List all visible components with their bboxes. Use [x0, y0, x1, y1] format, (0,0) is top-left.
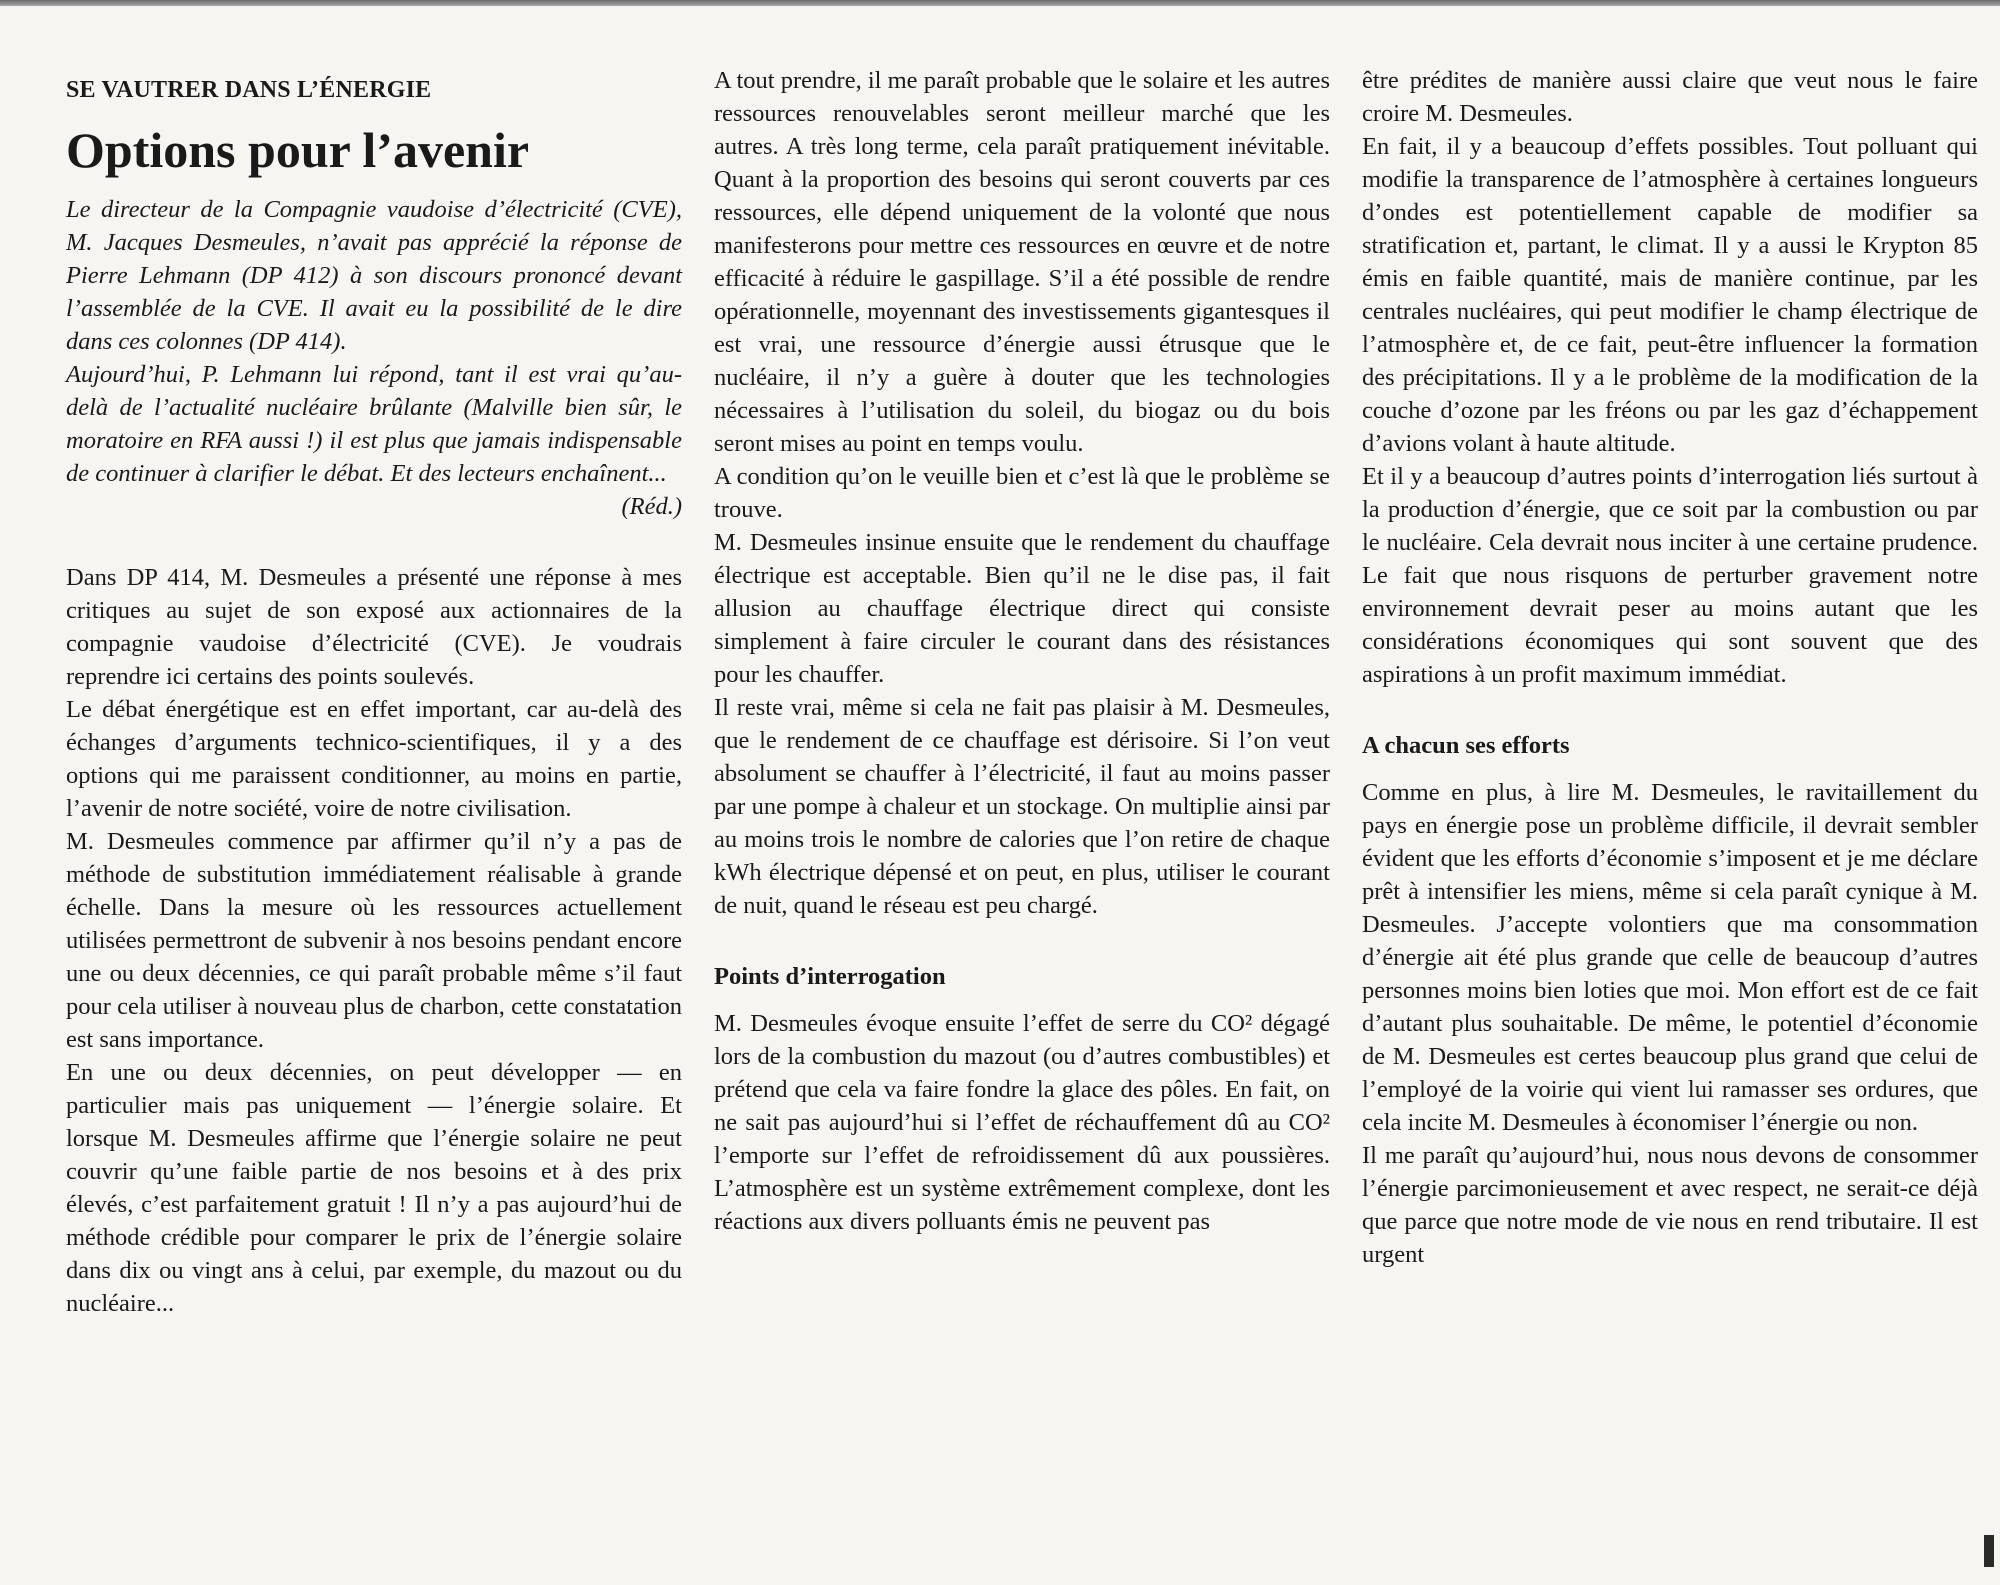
- body-paragraph: A condition qu’on le veuille bien et c’est là que le problème se trouve.: [714, 463, 1330, 523]
- body-paragraph: Le débat énergétique est en effet important, car au-delà des échanges d’arguments technico-scientifiques, il y a des options qui me paraissent conditionner, au moins en partie, l’avenir de notre société, voire de notre civilisation.: [66, 696, 682, 822]
- body-paragraph: A tout prendre, il me paraît probable que le solaire et les autres ressources renouvelables seront meilleur marché que les autres. A très long terme, cela paraît pratiquement inévitable. Quant à la proportion des besoins qui seront couverts par ces ressources, elle dépend uniquement de la volonté que nous manifesterons pour mettre ces ressources en œuvre et de notre efficacité à réduire le gaspillage. S’il a été possible de rendre opérationnelle, moyennant des investissements gigantesques il est vrai, une ressource d’énergie aussi étrusque que le nucléaire, il n’y a guère à douter que les technologies nécessaires à l’utilisation du soleil, du biogaz ou du bois seront mises au point en temps voulu.: [714, 67, 1330, 457]
- chapo-paragraph: Le directeur de la Compagnie vaudoise d’électricité (CVE), M. Jacques Desmeules, n’avait pas apprécié la réponse de Pierre Lehmann (DP 412) à son discours prononcé devant l’assemblée de la CVE. Il avait eu la possibilité de le dire dans ces colonnes (DP 414).: [66, 196, 682, 355]
- editor-note: (Réd.): [621, 493, 682, 520]
- body-paragraph: En fait, il y a beaucoup d’effets possibles. Tout polluant qui modifie la transparence de l’atmosphère à certaines longueurs d’ondes est potentiellement capable de modifier sa stratification et, partant, le climat. Il y a aussi le Krypton 85 émis en faible quantité, mais de manière continue, par les centrales nucléaires, qui peut modifier le champ électrique de l’atmosphère et, de ce fait, peut-être influencer la formation des précipitations. Il y a le problème de la modification de la couche d’ozone par les fréons ou par les gaz d’échappement d’avions volant à haute altitude.: [1362, 133, 1978, 457]
- article-kicker: SE VAUTRER DANS L’ÉNERGIE: [66, 77, 432, 103]
- column-2: [714, 64, 1330, 1238]
- article-chapo: [66, 193, 682, 523]
- subheading-chacun-ses-efforts: A chacun ses efforts: [1362, 732, 1570, 759]
- body-paragraph: Dans DP 414, M. Desmeules a présenté une réponse à mes critiques au sujet de son exposé aux actionnaires de la compagnie vaudoise d’électricité (CVE). Je voudrais reprendre ici certains des points soulevés.: [66, 564, 682, 690]
- body-paragraph: Il me paraît qu’aujourd’hui, nous nous devons de consommer l’énergie parcimonieusement et avec respect, ne serait-ce déjà que parce que notre mode de vie nous en rend tributaire. Il est urgent: [1362, 1142, 1978, 1268]
- subheading-points-interrogation: Points d’interrogation: [714, 963, 946, 990]
- page-corner-mark: [1984, 1535, 1994, 1567]
- body-paragraph: M. Desmeules commence par affirmer qu’il n’y a pas de méthode de substitution immédiatement réalisable à grande échelle. Dans la mesure où les ressources actuellement utilisées permettront de subvenir à nos besoins pendant encore une ou deux décennies, ce qui paraît probable même s’il faut pour cela utiliser à nouveau plus de charbon, cette constatation est sans importance.: [66, 828, 682, 1053]
- body-paragraph: Et il y a beaucoup d’autres points d’interrogation liés surtout à la production d’énergie, que ce soit par la combustion ou par le nucléaire. Cela devrait nous inciter à une certaine prudence. Le fait que nous risquons de perturber gravement notre environnement devrait peser au moins autant que les considérations économiques qui sont souvent que des aspirations à un profit maximum immédiat.: [1362, 463, 1978, 688]
- body-paragraph: être prédites de manière aussi claire que veut nous le faire croire M. Desmeules.: [1362, 67, 1978, 127]
- body-paragraph: Il reste vrai, même si cela ne fait pas plaisir à M. Desmeules, que le rendement de ce chauffage est dérisoire. Si l’on veut absolument se chauffer à l’électricité, il faut au moins passer par une pompe à chaleur et un stockage. On multiplie ainsi par au moins trois le nombre de calories que l’on retire de chaque kWh électrique dépensé et on peut, en plus, utiliser le courant de nuit, quand le réseau est peu chargé.: [714, 694, 1330, 919]
- body-paragraph: Comme en plus, à lire M. Desmeules, le ravitaillement du pays en énergie pose un problème difficile, il devrait sembler évident que les efforts d’économie s’imposent et je me déclare prêt à intensifier les miens, même si cela paraît cynique à M. Desmeules. J’accepte volontiers que ma consommation d’énergie ait été plus grande que celle de beaucoup d’autres personnes moins bien loties que moi. Mon effort est de ce fait d’autant plus souhaitable. De même, le potentiel d’économie de M. Desmeules est certes beaucoup plus grand que celui de l’employé de la voirie qui vient lui ramasser ses ordures, que cela incite M. Desmeules à économiser l’énergie ou non.: [1362, 779, 1978, 1136]
- body-paragraph: M. Desmeules insinue ensuite que le rendement du chauffage électrique est acceptable. Bien qu’il ne le dise pas, il fait allusion au chauffage électrique direct qui consiste simplement à faire circuler le courant dans des résistances pour les chauffer.: [714, 529, 1330, 688]
- body-paragraph: En une ou deux décennies, on peut développer — en particulier mais pas uniquement — l’énergie solaire. Et lorsque M. Desmeules affirme que l’énergie solaire ne peut couvrir qu’une faible partie de nos besoins et à des prix élevés, c’est parfaitement gratuit ! Il n’y a pas aujourd’hui de méthode crédible pour comparer le prix de l’énergie solaire dans dix ou vingt ans à celui, par exemple, du mazout ou du nucléaire...: [66, 1059, 682, 1317]
- column-3: [1362, 64, 1978, 1271]
- article-title: Options pour l’avenir: [66, 122, 530, 178]
- chapo-paragraph: Aujourd’hui, P. Lehmann lui répond, tant il est vrai qu’au-delà de l’actualité nucléaire brûlante (Malville bien sûr, le moratoire en RFA aussi !) il est plus que jamais indispensable de continuer à clarifier le débat. Et des lecteurs enchaînent...: [66, 361, 682, 487]
- body-paragraph: M. Desmeules évoque ensuite l’effet de serre du CO² dégagé lors de la combustion du mazout (ou d’autres combustibles) et prétend que cela va faire fondre la glace des pôles. En fait, on ne sait pas aujourd’hui si l’effet de réchauffement dû au CO² l’emporte sur l’effet de refroidissement dû aux poussières. L’atmosphère est un système extrêmement complexe, dont les réactions aux divers polluants émis ne peuvent pas: [714, 1010, 1330, 1235]
- top-border-rule: [0, 0, 2000, 6]
- spacer: [66, 523, 682, 561]
- column-1: [66, 64, 682, 1320]
